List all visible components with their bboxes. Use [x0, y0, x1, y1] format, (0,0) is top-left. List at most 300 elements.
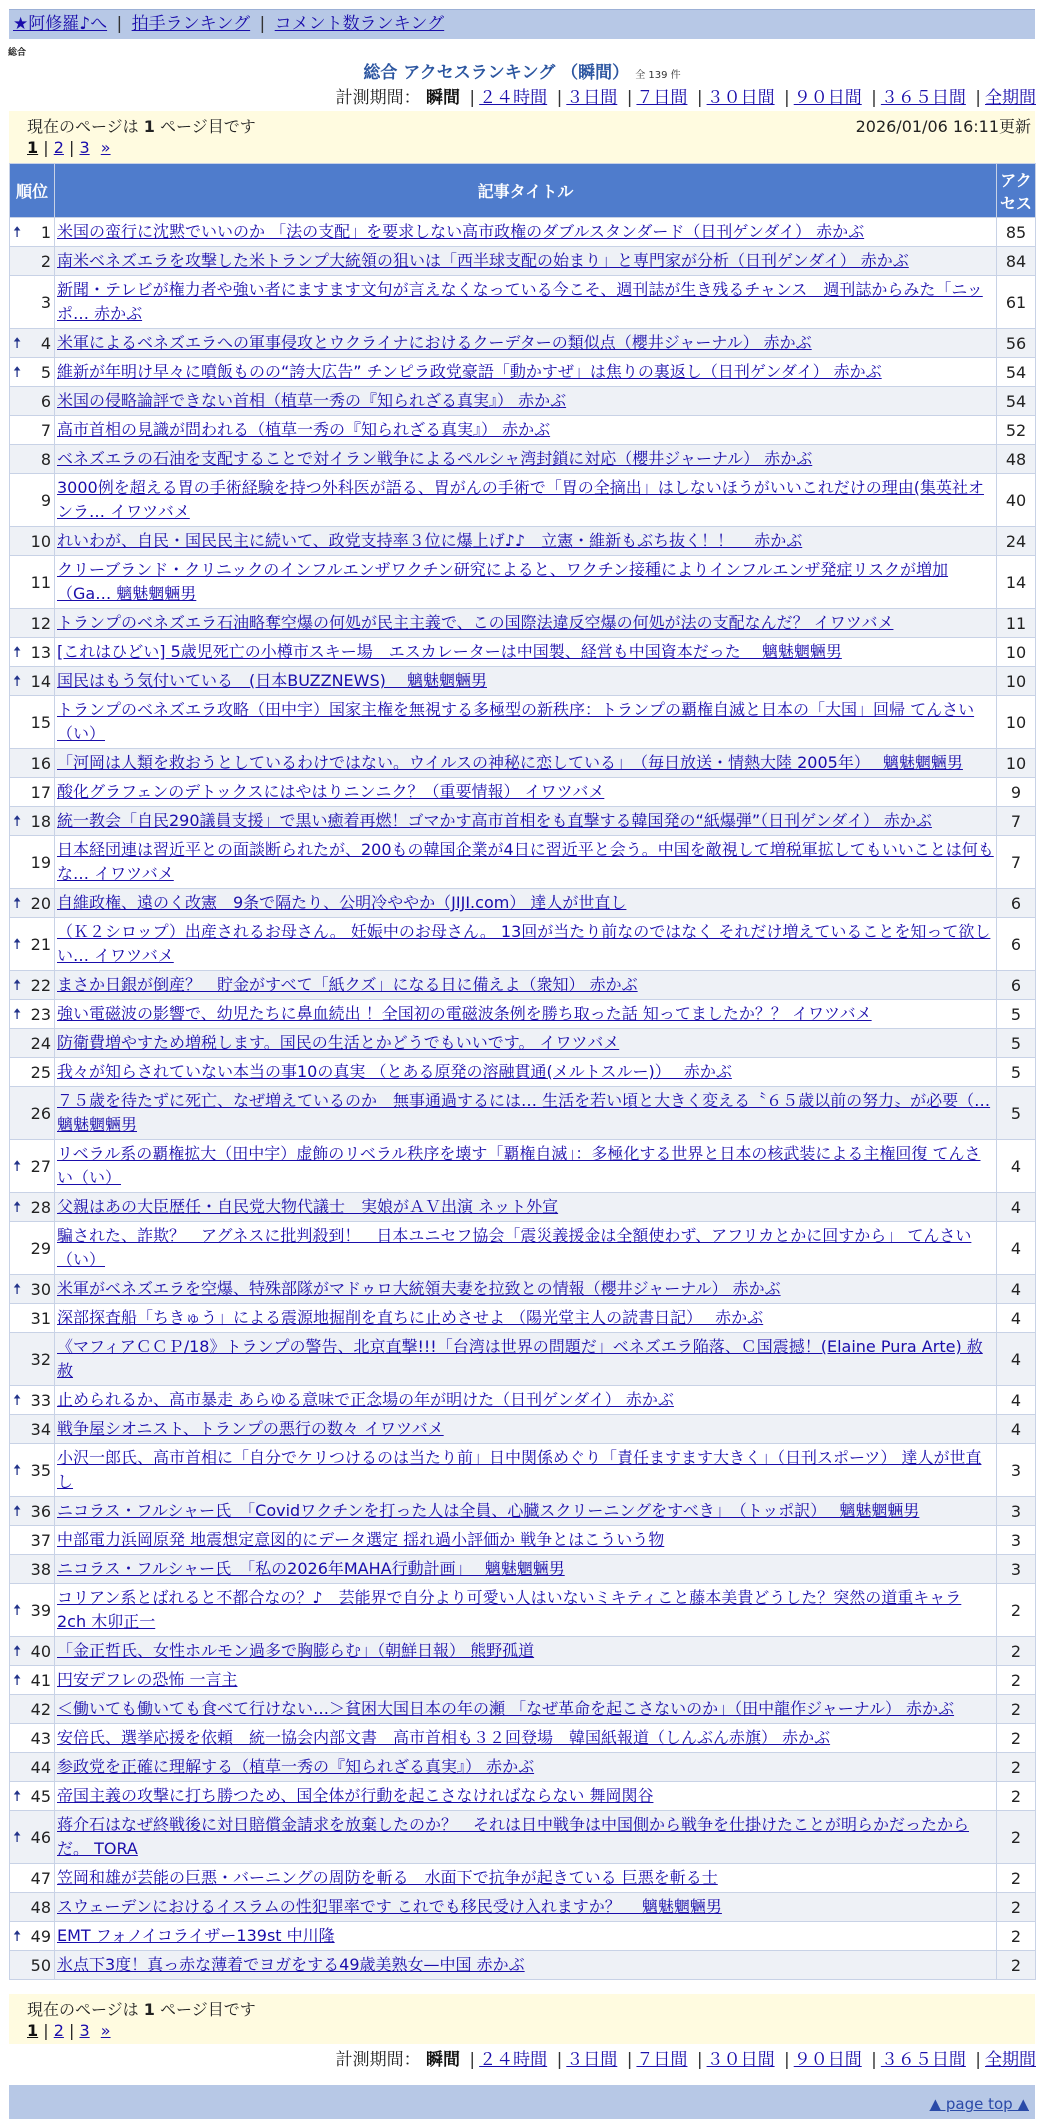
page-status-suffix: ページ目です [160, 2000, 256, 2019]
article-link[interactable]: 南米ベネズエラを攻撃した米トランプ大統領の狙いは「西半球支配の始まり」と専門家が分析（日刊ゲンダイ） 赤かぶ [57, 251, 909, 270]
up-arrow-icon: 🠅 [13, 1502, 22, 1520]
clap-ranking-link[interactable]: 拍手ランキング [131, 14, 251, 34]
rank-cell [10, 276, 55, 329]
home-link[interactable]: ★阿修羅♪へ [13, 14, 108, 34]
access-count: 2 [997, 1951, 1036, 1980]
table-row [10, 1497, 1036, 1526]
rank-cell [10, 1140, 55, 1193]
access-header: アクセス [997, 164, 1036, 218]
title-cell [55, 1637, 997, 1666]
title-cell [55, 556, 997, 609]
title-cell [55, 387, 997, 416]
access-count: 4 [997, 1140, 1036, 1193]
article-link[interactable]: 参政党を正確に理解する（植草一秀の『知られざる真実』） 赤かぶ [57, 1757, 535, 1776]
access-count: 3 [997, 1497, 1036, 1526]
period-separator: | [783, 88, 790, 108]
table-row [10, 1087, 1036, 1140]
period-3d-link[interactable]: ３日間 [566, 2050, 618, 2070]
title-cell [55, 667, 997, 696]
access-count: 2 [997, 1724, 1036, 1753]
breadcrumb: 総合 [8, 48, 27, 58]
article-link[interactable]: 高市首相の見識が問われる（植草一秀の『知られざる真実』） 赤かぶ [57, 420, 551, 439]
rank-number: 26 [30, 1103, 51, 1123]
article-link[interactable]: 止められるか、高市暴走 あらゆる意味で正念場の年が明けた（日刊ゲンダイ） 赤かぶ [57, 1390, 674, 1409]
nav-separator: | [116, 14, 123, 34]
comment-ranking-link[interactable]: コメント数ランキング [274, 14, 445, 34]
rank-number: 24 [30, 1033, 51, 1053]
period-365d-link[interactable]: ３６５日間 [880, 88, 966, 108]
pagination-bottom [27, 2021, 111, 2040]
article-link[interactable]: ニコラス・フルシャー氏 「Covidワクチンを打った人は全員、心臓スクリーニングをすべき」 （トッポ訳） 魑魅魍魎男 [57, 1501, 920, 1520]
article-link[interactable]: 笠岡和雄が芸能の巨悪・バーニングの周防を斬る 水面下で抗争が起きている 巨悪を斬る士 [57, 1868, 718, 1887]
table-row [10, 1951, 1036, 1980]
rank-cell [10, 1724, 55, 1753]
title-cell [55, 1666, 997, 1695]
title-cell [55, 527, 997, 556]
rank-cell [10, 889, 55, 918]
rank-cell [10, 1555, 55, 1584]
article-link[interactable]: 蒋介石はなぜ終戦後に対日賠償金請求を放棄したのか？ それは日中戦争は中国側から戦争を仕掛けたことが明らかだったからだ。 TORA [57, 1815, 970, 1858]
rank-number: 35 [30, 1460, 51, 1480]
rank-cell [10, 778, 55, 807]
table-row [10, 1415, 1036, 1444]
up-arrow-icon: 🠅 [13, 1671, 22, 1689]
period-current: 瞬間 [426, 88, 461, 108]
period-all-link[interactable]: 全期間 [985, 88, 1036, 108]
title-cell [55, 474, 997, 527]
rank-cell [10, 1087, 55, 1140]
up-arrow-icon: 🠅 [13, 812, 22, 830]
article-link[interactable]: 騙された、詐欺？ アグネスに批判殺到！ 日本ユニセフ協会「震災義援金は全額使わず、アフリカとかに回すから」 てんさい（い） [57, 1226, 972, 1269]
title-cell [55, 1526, 997, 1555]
table-row [10, 696, 1036, 749]
rank-header: 順位 [10, 164, 55, 218]
title-cell [55, 1724, 997, 1753]
rank-number: 17 [30, 782, 51, 802]
access-count: 5 [997, 1087, 1036, 1140]
access-count: 4 [997, 1415, 1036, 1444]
period-separator: | [871, 2050, 877, 2070]
access-count: 3 [997, 1526, 1036, 1555]
article-link[interactable]: （Ｋ２シロップ）出産されるお母さん。 妊娠中のお母さん。 13回が当たり前なのではなく それだけ増えていることを知って欲しい… イワツバメ [57, 922, 991, 965]
access-count: 2 [997, 1864, 1036, 1893]
page-status [27, 1997, 256, 2020]
up-arrow-icon: 🠅 [13, 223, 22, 241]
rank-number: 39 [30, 1600, 51, 1620]
article-link[interactable]: 帝国主義の攻撃に打ち勝つため、国全体が行動を起こさなければならない 舞岡関谷 [57, 1786, 654, 1805]
title-cell [55, 1193, 997, 1222]
article-link[interactable]: 円安デフレの恐怖 一言主 [57, 1670, 238, 1689]
table-row [10, 387, 1036, 416]
article-link[interactable]: 米国の蛮行に沈黙でいいのか 「法の支配」を要求しない高市政権のダブルスタンダード（日刊ゲンダイ） 赤かぶ [57, 222, 865, 241]
rank-number: 45 [30, 1786, 51, 1806]
article-link[interactable]: 中部電力浜岡原発 地震想定意図的にデータ選定 揺れ過小評価か 戦争とはこういう物 [57, 1530, 665, 1549]
access-count: 5 [997, 1000, 1036, 1029]
rank-number: 15 [30, 712, 51, 732]
period-7d-link[interactable]: ７日間 [636, 2050, 688, 2070]
table-row [10, 1526, 1036, 1555]
next-page-link[interactable]: » [100, 138, 111, 157]
rank-number: 37 [30, 1530, 51, 1550]
article-link[interactable]: 氷点下3度！真っ赤な薄着でヨガをする49歳美熟女—中国 赤かぶ [57, 1955, 525, 1974]
rank-number: 1 [40, 222, 51, 242]
up-arrow-icon: 🠅 [13, 672, 22, 690]
table-row [10, 1029, 1036, 1058]
page-top-link[interactable]: ▲ page top ▲ [929, 2095, 1029, 2113]
article-link[interactable]: ベネズエラの石油を支配することで対イラン戦争によるペルシャ湾封鎖に対応（櫻井ジャーナル） 赤かぶ [57, 449, 813, 468]
title-cell [55, 778, 997, 807]
page-link-3[interactable]: 3 [79, 2021, 90, 2040]
article-link[interactable]: 安倍氏、選挙応援を依頼 統一協会内部文書 高市首相も３２回登場 韓国紙報道（しんぶん赤旗） 赤かぶ [57, 1728, 831, 1747]
rank-number: 14 [30, 671, 51, 691]
article-link[interactable]: 国民はもう気付いている (日本BUZZNEWS) 魑魅魍魎男 [57, 671, 487, 690]
article-link[interactable]: 米軍によるベネズエラへの軍事侵攻とウクライナにおけるクーデターの類似点（櫻井ジャーナル） 赤かぶ [57, 333, 812, 352]
period-current: 瞬間 [426, 2050, 461, 2070]
access-count: 4 [997, 1275, 1036, 1304]
nav-separator: | [259, 14, 266, 34]
access-count: 7 [997, 807, 1036, 836]
article-link[interactable]: リベラル系の覇権拡大（田中宇）虚飾のリベラル秩序を壊す「覇権自滅」：多極化する世界と日本の核武装による主権回復 てんさい（い） [57, 1144, 981, 1187]
article-link[interactable]: ＜働いても働いても食べて行けない…＞貧困大国日本の年の瀬 「なぜ革命を起こさないのか」（田中龍作ジャーナル） 赤かぶ [57, 1699, 955, 1718]
rank-cell [10, 1193, 55, 1222]
title-cell [55, 609, 997, 638]
article-link[interactable]: 新聞・テレビが権力者や強い者にますます文句が言えなくなっている今こそ、週刊誌が生き残るチャンス 週刊誌からみた「ニッポ… 赤かぶ [57, 280, 983, 323]
period-7d-link[interactable]: ７日間 [636, 88, 688, 108]
title-cell [55, 1444, 997, 1497]
article-link[interactable]: 自維政権、遠のく改憲 9条で隔たり、公明冷ややか（JIJI.com） 達人が世直し [57, 893, 627, 912]
rank-number: 36 [30, 1501, 51, 1521]
up-arrow-icon: 🠅 [13, 1157, 22, 1175]
up-arrow-icon: 🠅 [13, 976, 22, 994]
table-row [10, 218, 1036, 247]
period-separator: | [556, 2050, 563, 2070]
rank-cell [10, 836, 55, 889]
access-count: 84 [997, 247, 1036, 276]
article-link[interactable]: 小沢一郎氏、高市首相に「自分でケリつけるのは当たり前」日中関係めぐり「責任ますます大きく」（日刊スポーツ） 達人が世直し [57, 1448, 982, 1491]
table-row [10, 556, 1036, 609]
access-count: 6 [997, 971, 1036, 1000]
table-row [10, 358, 1036, 387]
table-row [10, 1922, 1036, 1951]
article-link[interactable]: れいわが、自民・国民民主に続いて、政党支持率３位に爆上げ♪♪ 立憲・維新もぶち抜く！！ 赤かぶ [57, 531, 803, 550]
title-cell [55, 1753, 997, 1782]
rank-cell [10, 749, 55, 778]
article-link[interactable]: 我々が知らされていない本当の事10の真実 （とある原発の溶融貫通(メルトスルー)） 赤かぶ [57, 1062, 732, 1081]
period-all-link[interactable]: 全期間 [985, 2050, 1036, 2070]
article-link[interactable]: 強い電磁波の影響で、幼児たちに鼻血続出 ！全国初の電磁波条例を勝ち取った話 知ってましたか？？ イワツバメ [57, 1004, 872, 1023]
title-cell [55, 329, 997, 358]
article-link[interactable]: トランプのベネズエラ石油略奪空爆の何処が民主主義で、この国際法違反空爆の何処が法の支配なんだ？ イワツバメ [57, 613, 894, 632]
rank-cell [10, 445, 55, 474]
table-row [10, 836, 1036, 889]
article-link[interactable]: 日本経団連は習近平との面談断られたが、200もの韓国企業が4日に習近平と会う。中国を敵視して増税軍拡してもいいことは何もな… イワツバメ [57, 840, 994, 883]
table-row [10, 1724, 1036, 1753]
page-status-suffix: ページ目です [160, 117, 256, 136]
rank-cell [10, 1444, 55, 1497]
article-link[interactable]: 3000例を超える胃の手術経験を持つ外科医が語る、胃がんの手術で「胃の全摘出」はしないほうがいいこれだけの理由(集英社オンラ… イワツバメ [57, 478, 984, 521]
access-count: 6 [997, 889, 1036, 918]
page-current: 1 [27, 138, 39, 157]
rank-number: 5 [40, 362, 51, 382]
rank-number: 38 [30, 1559, 51, 1579]
table-row [10, 638, 1036, 667]
rank-number: 11 [30, 572, 51, 592]
access-count: 3 [997, 1444, 1036, 1497]
rank-number: 20 [30, 893, 51, 913]
table-row [10, 1275, 1036, 1304]
updated-timestamp: 2026/01/06 16:11更新 [855, 117, 1031, 136]
page-link-2[interactable]: 2 [53, 2021, 64, 2040]
access-count: 9 [997, 778, 1036, 807]
period-label: 計測期間： [335, 88, 421, 108]
up-arrow-icon: 🠅 [13, 1198, 22, 1216]
table-row [10, 1555, 1036, 1584]
rank-cell [10, 387, 55, 416]
page-info-top [9, 111, 1035, 163]
access-count: 10 [997, 696, 1036, 749]
rank-number: 10 [30, 531, 51, 551]
title-cell [55, 696, 997, 749]
table-row [10, 1444, 1036, 1497]
ranking-table-body [10, 218, 1036, 1980]
pagination-separator: | [43, 2021, 49, 2040]
table-row [10, 667, 1036, 696]
rank-cell [10, 1497, 55, 1526]
table-row [10, 1753, 1036, 1782]
title-cell [55, 889, 997, 918]
period-90d-link[interactable]: ９０日間 [793, 88, 862, 108]
rank-number: 18 [30, 811, 51, 831]
period-selector-top [336, 86, 1036, 110]
title-cell [55, 1555, 997, 1584]
rank-cell [10, 1000, 55, 1029]
page-status-number: 1 [143, 2000, 155, 2019]
title-cell [55, 1222, 997, 1275]
up-arrow-icon: 🠅 [13, 1391, 22, 1409]
article-link[interactable]: 統一教会「自民290議員支援」で黒い癒着再燃！ゴマかす高市首相をも直撃する韓国発の“紙爆弾”（日刊ゲンダイ） 赤かぶ [57, 811, 932, 830]
table-row [10, 1637, 1036, 1666]
access-count: 2 [997, 1811, 1036, 1864]
ranking-table [9, 163, 1036, 1980]
table-row [10, 527, 1036, 556]
title-cell [55, 1304, 997, 1333]
rank-cell [10, 358, 55, 387]
access-count: 14 [997, 556, 1036, 609]
title-cell [55, 445, 997, 474]
access-count: 2 [997, 1695, 1036, 1724]
table-row [10, 1386, 1036, 1415]
article-link[interactable]: 「金正哲氏、女性ホルモン過多で胸膨らむ」（朝鮮日報） 熊野孤道 [57, 1641, 535, 1660]
access-count: 10 [997, 749, 1036, 778]
rank-number: 22 [30, 975, 51, 995]
access-count: 10 [997, 638, 1036, 667]
rank-number: 46 [30, 1827, 51, 1847]
rank-number: 29 [30, 1238, 51, 1258]
title-cell [55, 1497, 997, 1526]
up-arrow-icon: 🠅 [13, 363, 22, 381]
pagination-separator: | [69, 138, 75, 157]
pagination-separator: | [43, 138, 49, 157]
title-cell [55, 1415, 997, 1444]
access-count: 5 [997, 1058, 1036, 1087]
access-count: 2 [997, 1893, 1036, 1922]
period-separator: | [469, 2050, 476, 2070]
table-row [10, 1000, 1036, 1029]
period-separator: | [783, 2050, 790, 2070]
rank-cell [10, 1695, 55, 1724]
access-count: 2 [997, 1922, 1036, 1951]
page-info-bottom [9, 1994, 1035, 2044]
period-24h-link[interactable]: ２４時間 [479, 88, 548, 108]
page-link-2[interactable]: 2 [53, 138, 64, 157]
page-link-3[interactable]: 3 [79, 138, 90, 157]
period-3d-link[interactable]: ３日間 [566, 88, 618, 108]
access-count: 6 [997, 918, 1036, 971]
article-link[interactable]: クリーブランド・クリニックのインフルエンザワクチン研究によると、ワクチン接種によりインフルエンザ発症リスクが増加（Ga… 魑魅魍魎男 [57, 560, 949, 603]
access-count: 54 [997, 387, 1036, 416]
access-count: 52 [997, 416, 1036, 445]
access-count: 7 [997, 836, 1036, 889]
rank-cell [10, 1275, 55, 1304]
rank-cell [10, 807, 55, 836]
period-30d-link[interactable]: ３０日間 [706, 2050, 775, 2070]
article-link[interactable]: EMT フォノイコライザー139st 中川隆 [57, 1926, 335, 1945]
period-24h-link[interactable]: ２４時間 [479, 2050, 548, 2070]
table-row [10, 971, 1036, 1000]
rank-cell [10, 1666, 55, 1695]
rank-cell [10, 1304, 55, 1333]
access-count: 40 [997, 474, 1036, 527]
period-30d-link[interactable]: ３０日間 [706, 88, 775, 108]
period-separator: | [696, 2050, 703, 2070]
access-count: 24 [997, 527, 1036, 556]
article-link[interactable]: 米軍がベネズエラを空爆、特殊部隊がマドゥロ大統領夫妻を拉致との情報（櫻井ジャーナル） 赤かぶ [57, 1279, 781, 1298]
access-count: 2 [997, 1666, 1036, 1695]
rank-number: 40 [30, 1641, 51, 1661]
article-link[interactable]: 酸化グラフェンのデトックスにはやはりニンニク？（重要情報） イワツバメ [57, 782, 605, 801]
access-count: 4 [997, 1386, 1036, 1415]
up-arrow-icon: 🠅 [13, 334, 22, 352]
rank-cell [10, 1637, 55, 1666]
rank-number: 2 [40, 251, 51, 271]
title-cell [55, 1029, 997, 1058]
title-cell [55, 971, 997, 1000]
rank-cell [10, 1415, 55, 1444]
article-link[interactable]: 防衛費増やすため増税します。国民の生活とかどうでもいいです。 イワツバメ [57, 1033, 620, 1052]
title-header: 記事タイトル [55, 164, 997, 218]
period-separator: | [696, 88, 703, 108]
rank-cell [10, 218, 55, 247]
title-cell [55, 1584, 997, 1637]
period-365d-link[interactable]: ３６５日間 [880, 2050, 966, 2070]
table-row [10, 1058, 1036, 1087]
pagination-separator: | [69, 2021, 75, 2040]
up-arrow-icon: 🠅 [13, 1601, 22, 1619]
article-link[interactable]: スウェーデンにおけるイスラムの性犯罪率です これでも移民受け入れますか？ 魑魅魍魎男 [57, 1897, 722, 1916]
ranking-header [0, 60, 1044, 89]
title-cell [55, 218, 997, 247]
rank-cell [10, 1753, 55, 1782]
table-row [10, 1893, 1036, 1922]
article-link[interactable]: 「河岡は人類を救おうとしているわけではない。ウイルスの神秘に恋している」 （毎日放送・情熱大陸 2005年） 魑魅魍魎男 [57, 753, 963, 772]
article-link[interactable]: 《マフィアＣＣＰ/18》トランプの警告、北京直撃!!!「台湾は世界の問題だ」ベネズエラ陥落、Ｃ国震撼！(Elaine Pura Arte) 赦赦 [57, 1337, 983, 1380]
footer-bar [9, 2085, 1035, 2119]
rank-number: 8 [40, 449, 51, 469]
next-page-link[interactable]: » [100, 2021, 111, 2040]
rank-cell [10, 247, 55, 276]
table-row [10, 1140, 1036, 1193]
title-cell [55, 1811, 997, 1864]
rank-cell [10, 1584, 55, 1637]
table-row [10, 416, 1036, 445]
rank-number: 34 [30, 1419, 51, 1439]
title-cell [55, 1058, 997, 1087]
rank-number: 3 [40, 292, 51, 312]
article-link[interactable]: 父親はあの大臣歴任・自民党大物代議士 実娘がＡＶ出演 ネット外宣 [57, 1197, 559, 1216]
access-count: 48 [997, 445, 1036, 474]
page-status-prefix: 現在のページは [27, 117, 139, 136]
article-link[interactable]: [これはひどい] 5歳児死亡の小樽市スキー場 エスカレーターは中国製、経営も中国資本だった 魑魅魍魎男 [57, 642, 842, 661]
title-cell [55, 836, 997, 889]
table-row [10, 778, 1036, 807]
table-row [10, 329, 1036, 358]
rank-number: 43 [30, 1728, 51, 1748]
article-link[interactable]: まさか日銀が倒産？ 貯金がすべて「紙クズ」になる日に備えよ（衆知） 赤かぶ [57, 975, 638, 994]
access-count: 10 [997, 667, 1036, 696]
table-row [10, 1695, 1036, 1724]
rank-number: 7 [40, 420, 51, 440]
article-link[interactable]: トランプのベネズエラ攻略（田中宇）国家主権を無視する多極型の新秩序：トランプの覇権自滅と日本の「大国」回帰 てんさい（い） [57, 700, 975, 743]
title-cell [55, 1782, 997, 1811]
title-cell [55, 1893, 997, 1922]
article-link[interactable]: 戦争屋シオニスト、トランプの悪行の数々 イワツバメ [57, 1419, 444, 1438]
article-link[interactable]: ７５歳を待たずに死亡、なぜ増えているのか 無事通過するには… 生活を若い頃と大きく変える〝６５歳以前の努力〟が必要（… 魑魅魍魎男 [57, 1091, 991, 1134]
article-link[interactable]: 米国の侵略論評できない首相（植草一秀の『知られざる真実』） 赤かぶ [57, 391, 567, 410]
rank-number: 12 [30, 613, 51, 633]
table-row [10, 918, 1036, 971]
article-link[interactable]: 維新が年明け早々に噴飯ものの“誇大広告” チンピラ政党豪語「動かすぜ」は焦りの裏返し（日刊ゲンダイ） 赤かぶ [57, 362, 882, 381]
table-row [10, 445, 1036, 474]
title-cell [55, 1695, 997, 1724]
access-count: 61 [997, 276, 1036, 329]
rank-number: 32 [30, 1349, 51, 1369]
up-arrow-icon: 🠅 [13, 1828, 22, 1846]
access-count: 56 [997, 329, 1036, 358]
period-90d-link[interactable]: ９０日間 [793, 2050, 862, 2070]
up-arrow-icon: 🠅 [13, 643, 22, 661]
rank-number: 30 [30, 1279, 51, 1299]
rank-number: 23 [30, 1004, 51, 1024]
access-count: 4 [997, 1304, 1036, 1333]
rank-cell [10, 1386, 55, 1415]
article-link[interactable]: コリアン系とばれると不都合なの？♪ 芸能界で自分より可愛い人はいないミキティこと藤本美貴どうした？突然の道重キャラ 2ch 木卯正一 [57, 1588, 962, 1631]
rank-number: 19 [30, 852, 51, 872]
rank-cell [10, 474, 55, 527]
title-cell [55, 1386, 997, 1415]
table-row [10, 1304, 1036, 1333]
article-link[interactable]: 深部探査船「ちきゅう」による震源地掘削を直ちに止めさせよ （陽光堂主人の読書日記） 赤かぶ [57, 1308, 764, 1327]
up-arrow-icon: 🠅 [13, 1461, 22, 1479]
rank-number: 6 [40, 391, 51, 411]
rank-number: 33 [30, 1390, 51, 1410]
table-row [10, 1333, 1036, 1386]
table-row [10, 609, 1036, 638]
period-separator: | [975, 88, 981, 108]
article-link[interactable]: ニコラス・フルシャー氏 「私の2026年MAHA行動計画」 魑魅魍魎男 [57, 1559, 565, 1578]
access-count: 11 [997, 609, 1036, 638]
title-cell [55, 1922, 997, 1951]
title-cell [55, 247, 997, 276]
